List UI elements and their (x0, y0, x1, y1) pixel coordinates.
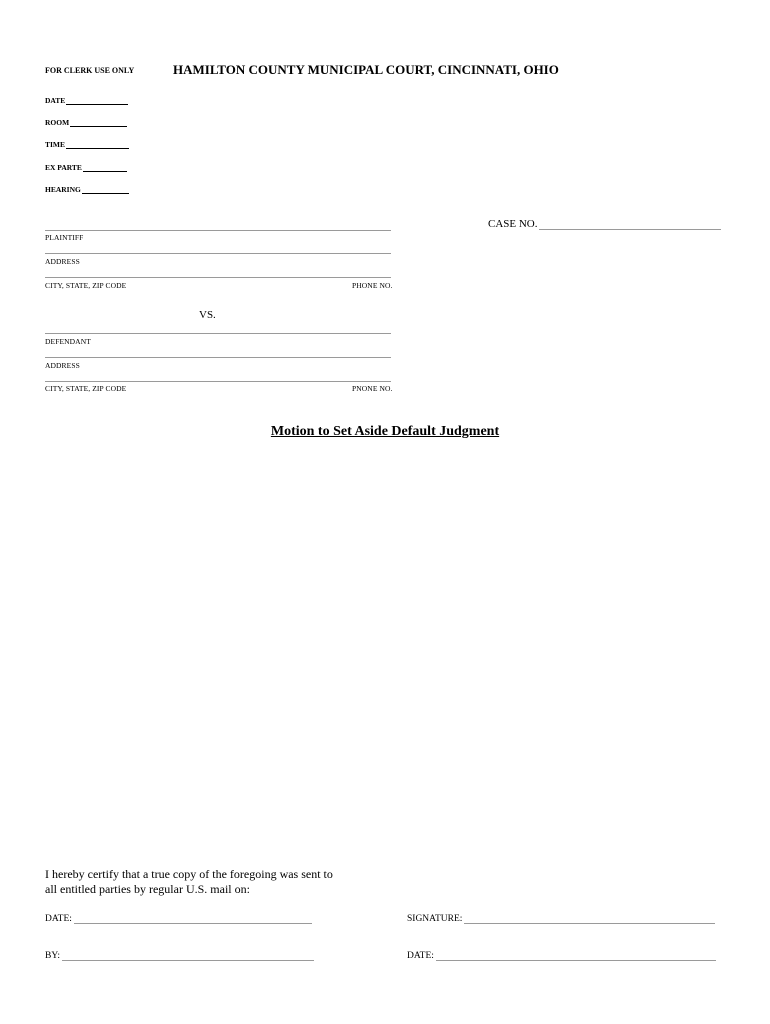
cert-date2-label: DATE: (407, 951, 434, 961)
plaintiff-phone-label: PHONE NO. (352, 281, 393, 290)
motion-title: Motion to Set Aside Default Judgment (270, 424, 500, 439)
clerk-date-field[interactable] (45, 96, 128, 105)
clerk-room-field[interactable] (45, 118, 127, 127)
clerk-use-label: FOR CLERK USE ONLY (45, 66, 135, 75)
cert-date2-field[interactable] (407, 950, 716, 961)
clerk-time-field[interactable] (45, 140, 129, 149)
clerk-date-line (66, 96, 128, 105)
clerk-date-label: DATE (45, 96, 66, 105)
clerk-time-label: TIME (45, 140, 66, 149)
court-title: HAMILTON COUNTY MUNICIPAL COURT, CINCINNATI, OHIO (173, 62, 559, 77)
clerk-hearing-label: HEARING (45, 185, 81, 194)
plaintiff-address-line[interactable] (45, 253, 391, 254)
clerk-hearing-line (82, 185, 129, 194)
cert-date-field[interactable] (45, 913, 312, 924)
defendant-address-line[interactable] (45, 357, 391, 358)
signature-label: SIGNATURE: (407, 914, 463, 924)
by-field[interactable] (45, 950, 314, 961)
defendant-address-label: ADDRESS (45, 361, 80, 370)
defendant-phone-label: PNONE NO. (352, 384, 393, 393)
cert-date2-line (436, 950, 716, 961)
signature-line (464, 913, 715, 924)
case-number-label: CASE NO. (488, 218, 538, 230)
by-line (62, 950, 314, 961)
case-number-line (539, 219, 721, 230)
versus-label: VS. (199, 309, 216, 321)
certification-text: I hereby certify that a true copy of the foregoing was sent to all entitled parties by regular U.S. mail on: (45, 867, 333, 896)
clerk-ex-parte-field[interactable] (45, 163, 127, 172)
clerk-time-line (66, 140, 129, 149)
defendant-label: DEFENDANT (45, 337, 91, 346)
cert-date-line (74, 913, 312, 924)
plaintiff-name-line[interactable] (45, 230, 391, 231)
plaintiff-label: PLAINTIFF (45, 233, 84, 242)
by-label: BY: (45, 951, 60, 961)
clerk-ex-parte-label: EX PARTE (45, 163, 82, 172)
defendant-city-label: CITY, STATE, ZIP CODE (45, 384, 127, 393)
cert-date-label: DATE: (45, 914, 72, 924)
plaintiff-address-label: ADDRESS (45, 257, 80, 266)
defendant-city-line[interactable] (45, 381, 391, 382)
case-number-field[interactable] (488, 218, 721, 230)
clerk-hearing-field[interactable] (45, 185, 129, 194)
plaintiff-city-line[interactable] (45, 277, 391, 278)
clerk-room-label: ROOM (45, 118, 70, 127)
plaintiff-city-label: CITY, STATE, ZIP CODE (45, 281, 127, 290)
clerk-room-line (70, 118, 127, 127)
defendant-name-line[interactable] (45, 333, 391, 334)
signature-field[interactable] (407, 913, 715, 924)
clerk-ex-parte-line (83, 163, 127, 172)
